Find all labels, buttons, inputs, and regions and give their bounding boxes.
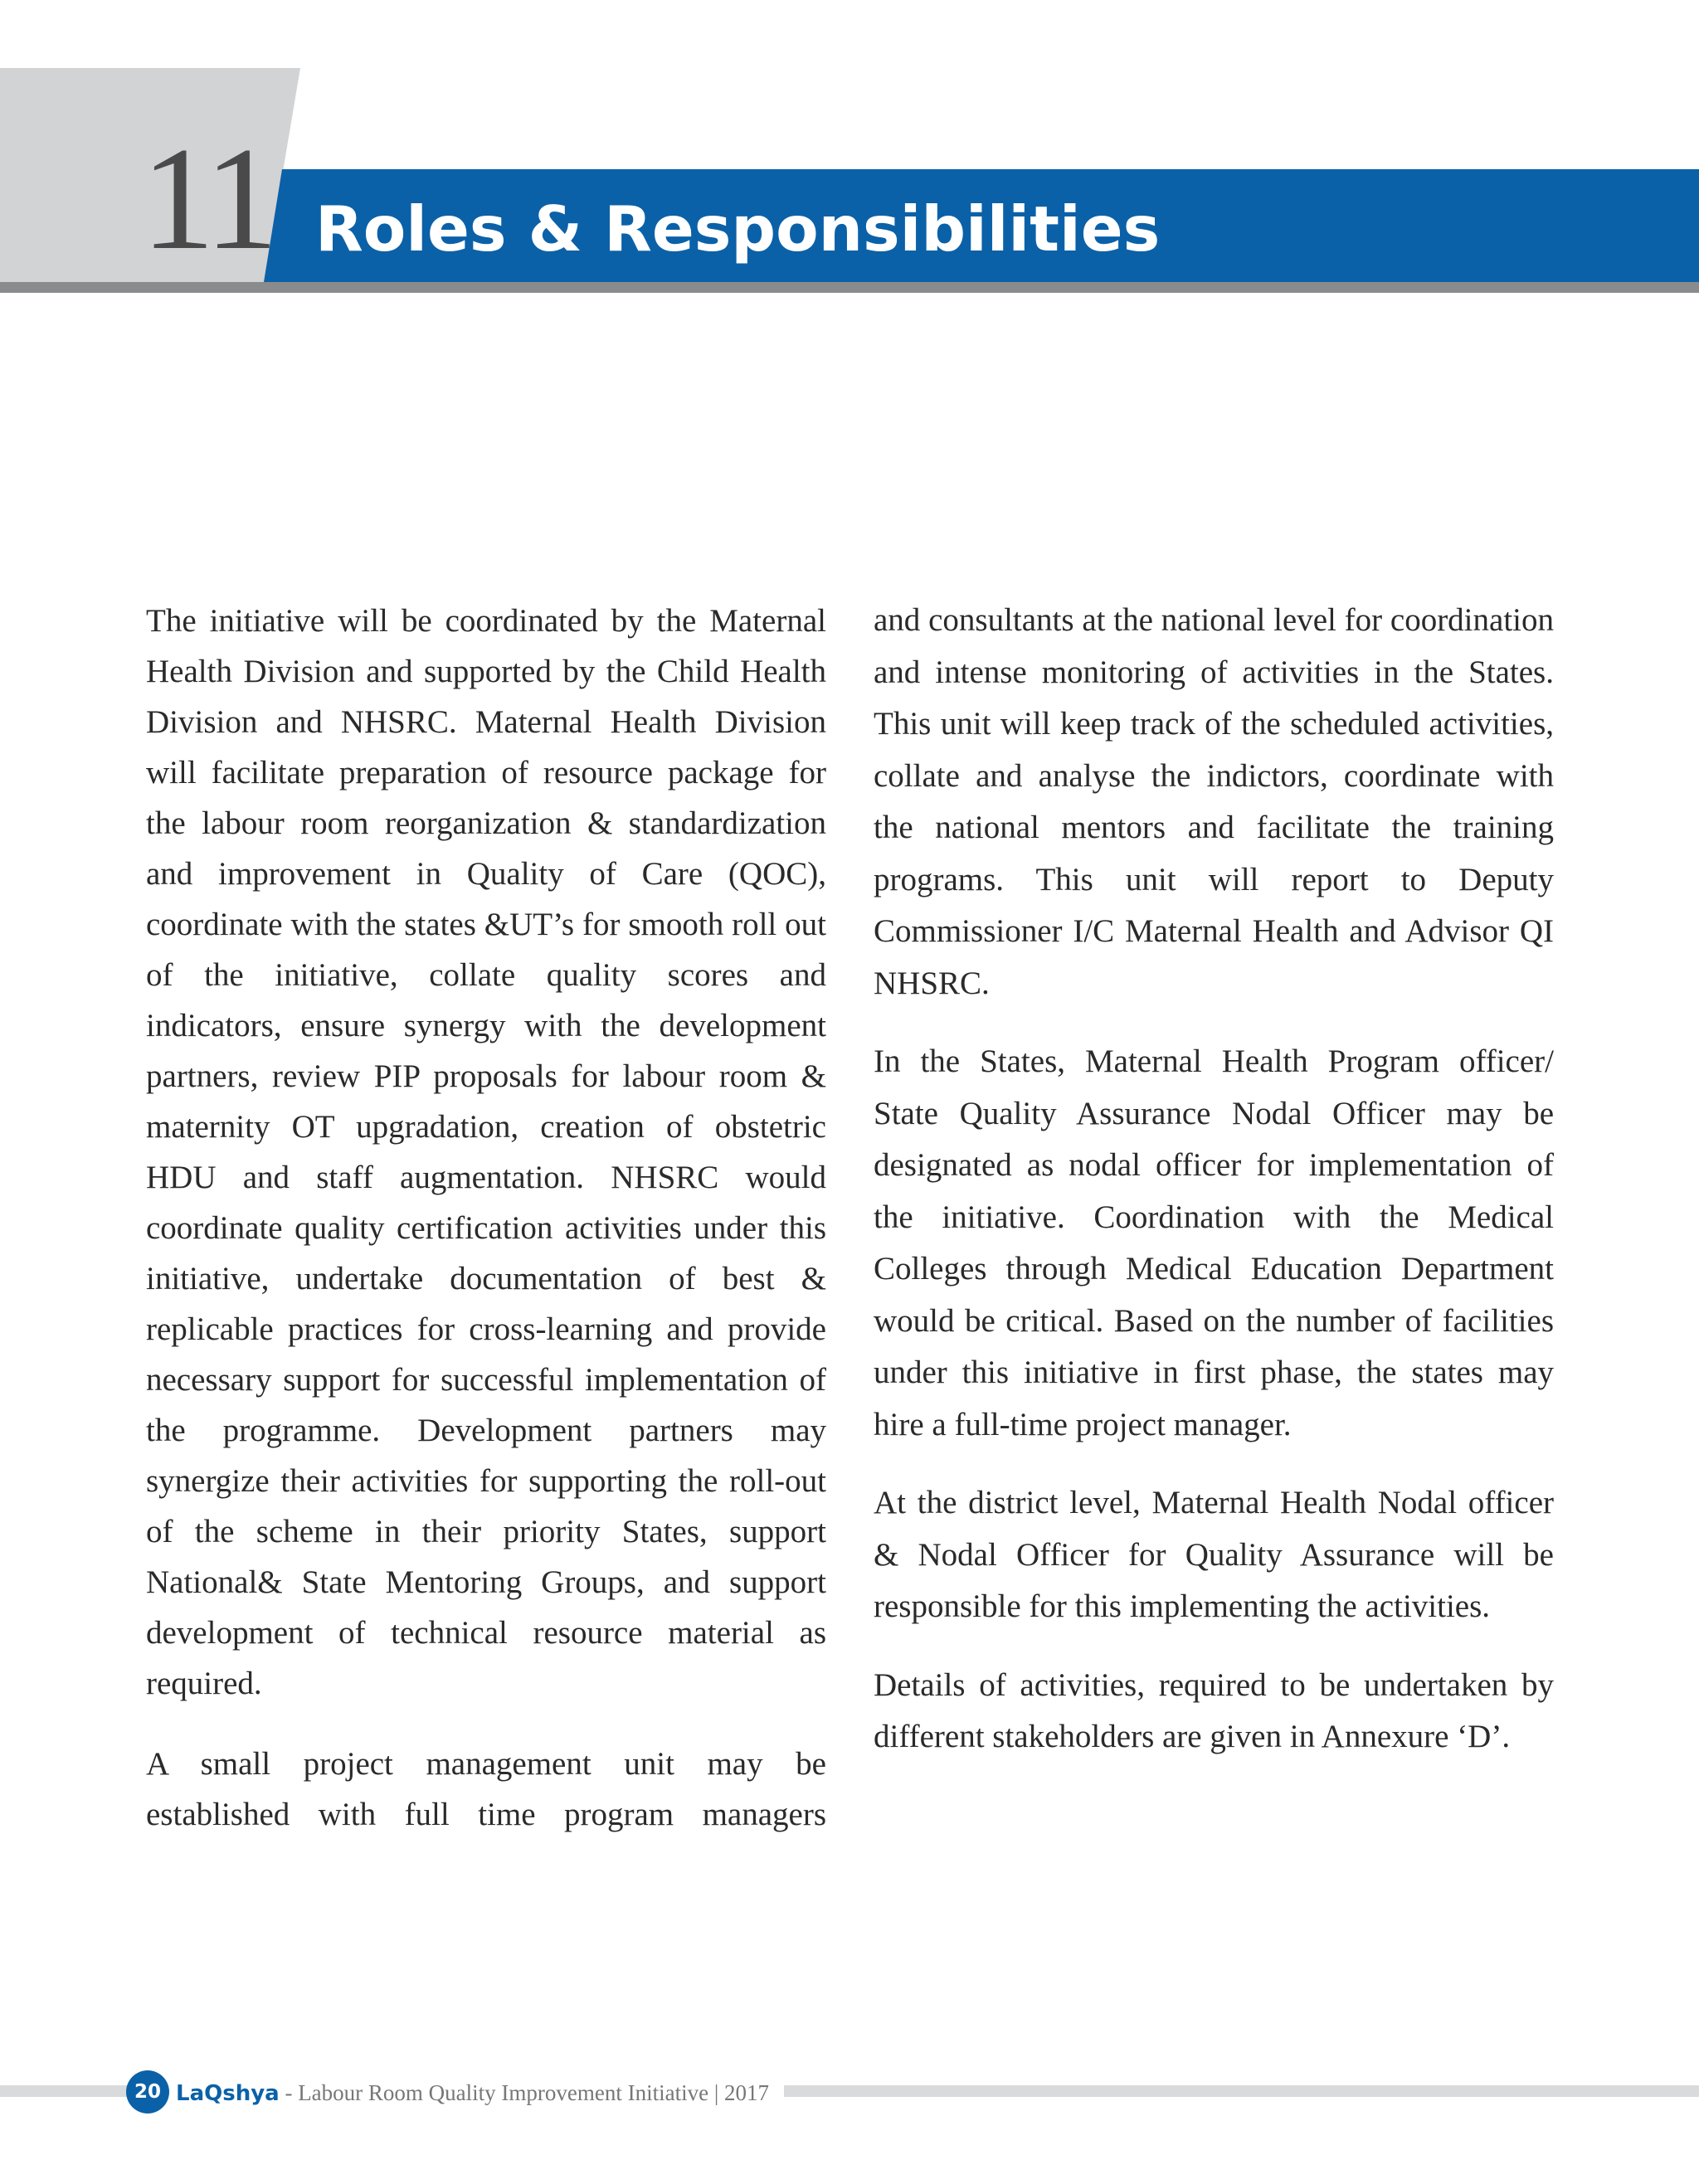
left-column	[146, 596, 826, 1840]
paragraph: At the district level, Maternal Health Nodal officer & Nodal Officer for Quality Assurance will be responsible for this implementing the activities.	[874, 1485, 1554, 1624]
footer-rule-right	[784, 2085, 1699, 2097]
paragraph: The initiative will be coordinated by the Maternal Health Division and supported by the Child Health Division and NHSRC. Maternal Health Division will facilitate preparation of resource package for the labour room reorganization & standardization and improvement in Quality of Care (QOC), coordinate with the states &UT’s for smooth roll out of the initiative, collate quality scores and indicators, ensure synergy with the development partners, review PIP proposals for labour room & maternity OT upgradation, creation of obstetric HDU and staff augmentation. NHSRC would coordinate quality certification activities under this initiative, undertake documentation of best & replicable practices for cross-learning and provide necessary support for successful implementation of the programme. Development partners may synergize their activities for supporting the roll-out of the scheme in their priority States, support National& State Mentoring Groups, and support development of technical resource material as required.	[146, 603, 826, 1701]
paragraph: and consultants at the national level for coordination and intense monitoring of activities in the States. This unit will keep track of the scheduled activities, collate and analyse the indictors, coordinate with the national mentors and facilitate the training programs. This unit will report to Deputy Commissioner I/C Maternal Health and Advisor QI NHSRC.	[874, 602, 1554, 1001]
footer-rule-left	[0, 2085, 133, 2097]
page-number-badge: 20	[126, 2070, 169, 2113]
footer-caption	[176, 2078, 769, 2109]
right-column	[874, 595, 1554, 1763]
footer-brand: LaQshya	[176, 2081, 280, 2106]
footer-subtitle: - Labour Room Quality Improvement Initiative | 2017	[279, 2080, 769, 2105]
paragraph: Details of activities, required to be undertaken by different stakeholders are given in Annexure ‘D’.	[874, 1666, 1554, 1754]
paragraph: A small project management unit may be established with full time program managers	[146, 1746, 826, 1832]
paragraph: In the States, Maternal Health Program officer/ State Quality Assurance Nodal Officer may be designated as nodal officer for implementation of the initiative. Coordination with the Medical Colleges through Medical Education Department would be critical. Based on the number of facilities under this initiative in first phase, the states may hire a full-time project manager.	[874, 1043, 1554, 1442]
header-divider	[0, 282, 1699, 293]
chapter-number: 11	[141, 116, 274, 280]
chapter-title: Roles & Responsibilities	[315, 192, 1161, 265]
